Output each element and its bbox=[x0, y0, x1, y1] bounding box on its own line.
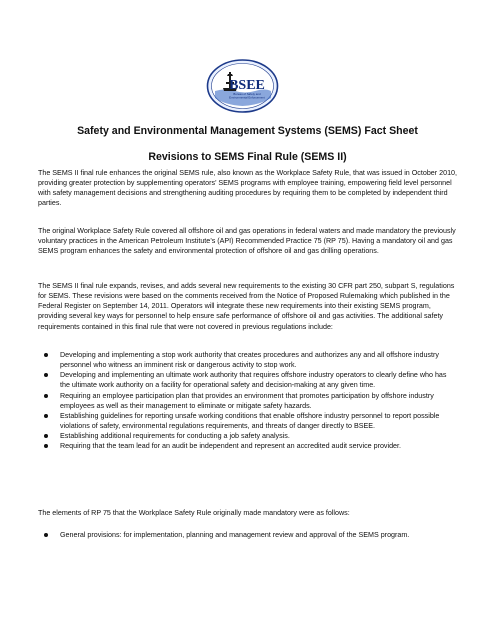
bullet-icon bbox=[44, 533, 48, 537]
list-item bbox=[38, 350, 458, 370]
bullet-icon bbox=[44, 434, 48, 438]
list-item-text: Developing and implementing an ultimate work authority that requires offshore industry operators to clearly define who has the ultimate work authority on a facility for operational safety and decision-making at any given time. bbox=[60, 371, 447, 390]
elements-intro-paragraph: The elements of RP 75 that the Workplace Safety Rule originally made mandatory were as follows: bbox=[38, 509, 350, 517]
list-item bbox=[38, 391, 458, 411]
list-item-text: Developing and implementing a stop work authority that creates procedures and authorizes any and all offshore industry personnel who witness an imminent risk or dangerous activity to stop work. bbox=[60, 351, 439, 370]
logo-abbrev: BSEE bbox=[229, 78, 265, 93]
rp75-elements-list bbox=[38, 530, 458, 540]
list-item bbox=[38, 530, 458, 540]
intro-paragraph: The SEMS II final rule enhances the original SEMS rule, also known as the Workplace Safety Rule, that was issued in October 2010, providing greater protection by supplementing operators’ SEMS programs with employee training, empowering field level personnel with safety management decisions and strengthening auditing procedures by requiring them to be completed by independent third parties. bbox=[38, 169, 458, 208]
bullet-icon bbox=[44, 373, 48, 377]
logo-agency-line1: Bureau of Safety and bbox=[233, 92, 261, 96]
bullet-icon bbox=[44, 414, 48, 418]
list-item-text: Establishing guidelines for reporting unsafe working conditions that enable offshore industry personnel to report possible violations of safety, environmental regulations requirements, and threats of danger directly to BSEE. bbox=[60, 411, 440, 431]
bullet-icon bbox=[44, 444, 48, 448]
list-item-text: Requiring an employee participation plan that provides an environment that promotes participation by offshore industry employees as well as their management to eliminate or mitigate safety hazards. bbox=[60, 391, 434, 410]
new-requirements-list bbox=[38, 350, 458, 452]
background-paragraph: The original Workplace Safety Rule covered all offshore oil and gas operations in federal waters and made mandatory the previously voluntary practices in the American Petroleum Institute’s (API) Recommended Practice 75 (RP 75). Having a mandatory oil and gas SEMS program enhances the safety and environmental protection of offshore oil and gas drilling operations. bbox=[38, 227, 456, 256]
page-subtitle: Revisions to SEMS Final Rule (SEMS II) bbox=[148, 151, 347, 163]
bullet-icon bbox=[44, 394, 48, 398]
bsee-seal-icon bbox=[205, 58, 280, 114]
bullet-icon bbox=[44, 353, 48, 357]
requirements-intro-paragraph: The SEMS II final rule expands, revises, and adds several new requirements to the existing 30 CFR part 250, subpart S, regulations for SEMS. These revisions were based on the comments received from the Notice of Proposed Rulemaking which published in the Federal Register on September 14, 2011. Operators will integrate these new requirements into their existing SEMS program, providing several key ways for personnel to help ensure safe performance of offshore oil and gas activities. The additional safety requirements contained in this final rule that were not covered in previous regulations include: bbox=[38, 282, 455, 331]
list-item bbox=[38, 370, 458, 390]
list-item-text: Establishing additional requirements for conducting a job safety analysis. bbox=[60, 432, 290, 441]
list-item-text: Requiring that the team lead for an audit be independent and represent an accredited audit service provider. bbox=[60, 442, 401, 451]
list-item-text: General provisions: for implementation, planning and management review and approval of the SEMS program. bbox=[60, 531, 410, 539]
logo-agency-line2: Environmental Enforcement bbox=[229, 95, 265, 100]
list-item bbox=[38, 441, 458, 451]
bsee-logo bbox=[205, 58, 280, 114]
list-item bbox=[38, 431, 458, 441]
page-title: Safety and Environmental Management Systems (SEMS) Fact Sheet bbox=[77, 125, 418, 137]
list-item bbox=[38, 411, 458, 431]
